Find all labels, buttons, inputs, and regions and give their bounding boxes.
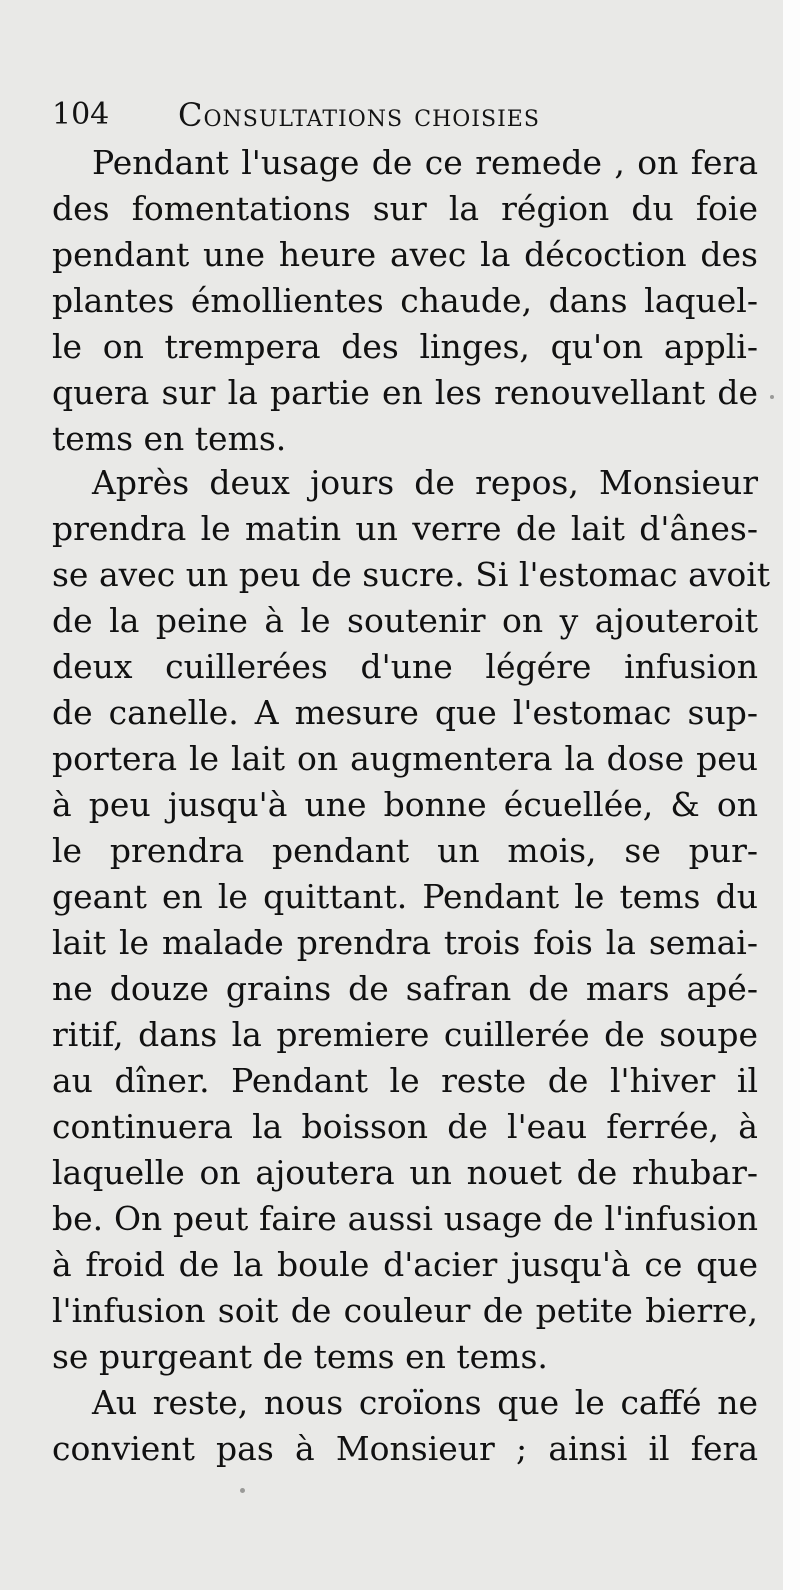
text-line: se avec un peu de sucre. Si l'estomac avoit bbox=[52, 555, 771, 594]
text-line: Après deux jours de repos, Monsieur bbox=[92, 463, 758, 502]
text-line: portera le lait on augmentera la dose peu bbox=[52, 739, 758, 778]
text-line: pendant une heure avec la décoction des bbox=[52, 235, 758, 274]
text-line: le prendra pendant un mois, se pur- bbox=[52, 831, 758, 870]
text-line: ne douze grains de safran de mars apé- bbox=[52, 969, 758, 1008]
text-line: lait le malade prendra trois fois la semai- bbox=[52, 923, 758, 962]
text-line: Au reste, nous croïons que le caffé ne bbox=[92, 1383, 758, 1422]
text-line: deux cuillerées d'une légére infusion bbox=[52, 647, 758, 686]
text-line: continuera la boisson de l'eau ferrée, à bbox=[52, 1107, 758, 1146]
paper-speck bbox=[240, 1488, 245, 1493]
paper-speck bbox=[770, 395, 774, 399]
text-line: l'infusion soit de couleur de petite bierre, bbox=[52, 1291, 758, 1330]
text-line: tems en tems. bbox=[52, 419, 287, 458]
page-number: 104 bbox=[52, 97, 110, 132]
text-line: de la peine à le soutenir on y ajouteroit bbox=[52, 601, 758, 640]
text-line: de canelle. A mesure que l'estomac sup- bbox=[52, 693, 758, 732]
text-line: ritif, dans la premiere cuillerée de soupe bbox=[52, 1015, 758, 1054]
text-line: quera sur la partie en les renouvellant de bbox=[52, 373, 758, 412]
text-line: prendra le matin un verre de lait d'ânes- bbox=[52, 509, 758, 548]
text-line: des fomentations sur la région du foie bbox=[52, 189, 758, 228]
page-header bbox=[52, 92, 732, 138]
text-line: convient pas à Monsieur ; ainsi il fera bbox=[52, 1429, 758, 1468]
scan-margin bbox=[783, 0, 800, 1590]
running-title: Consultations choisies bbox=[178, 96, 540, 134]
text-line: geant en le quittant. Pendant le tems du bbox=[52, 877, 758, 916]
text-line: se purgeant de tems en tems. bbox=[52, 1337, 548, 1376]
text-line: laquelle on ajoutera un nouet de rhubar- bbox=[52, 1153, 758, 1192]
text-line: Pendant l'usage de ce remede , on fera bbox=[92, 143, 758, 182]
text-line: be. On peut faire aussi usage de l'infusion bbox=[52, 1199, 758, 1238]
text-line: à froid de la boule d'acier jusqu'à ce que bbox=[52, 1245, 758, 1284]
text-line: le on trempera des linges, qu'on appli- bbox=[52, 327, 758, 366]
text-line: au dîner. Pendant le reste de l'hiver il bbox=[52, 1061, 758, 1100]
text-line: à peu jusqu'à une bonne écuellée, & on bbox=[52, 785, 758, 824]
text-line: plantes émollientes chaude, dans laquel- bbox=[52, 281, 758, 320]
